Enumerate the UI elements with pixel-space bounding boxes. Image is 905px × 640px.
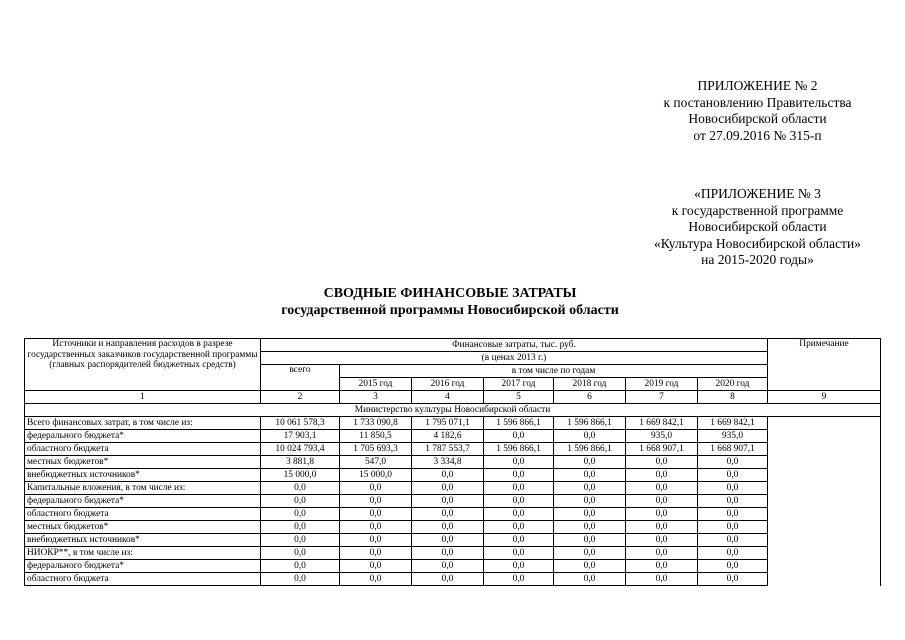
column-number: 3 — [340, 391, 412, 404]
row-value: 0,0 — [484, 482, 554, 495]
row-label: внебюджетных источников* — [25, 534, 261, 547]
row-value: 1 795 071,1 — [412, 417, 484, 430]
row-label: федерального бюджета* — [25, 430, 261, 443]
table-row — [25, 508, 881, 521]
table-body — [25, 339, 881, 586]
row-value: 0,0 — [698, 456, 768, 469]
column-number: 4 — [412, 391, 484, 404]
appendix-3-line: «Культура Новосибирской области» — [654, 235, 861, 251]
row-value: 0,0 — [626, 469, 698, 482]
column-number: 2 — [261, 391, 340, 404]
row-value: 0,0 — [340, 560, 412, 573]
row-value: 0,0 — [484, 573, 554, 586]
row-value: 0,0 — [261, 495, 340, 508]
row-value: 1 669 842,1 — [698, 417, 768, 430]
appendix-3-line: Новосибирской области — [688, 219, 827, 234]
row-value: 1 596 866,1 — [554, 417, 626, 430]
header-year: 2019 год — [626, 378, 698, 391]
row-value: 0,0 — [698, 469, 768, 482]
appendix-2-line: к постановлению Правительства — [663, 94, 852, 110]
row-label: областного бюджета — [25, 443, 261, 456]
row-value: 0,0 — [554, 456, 626, 469]
row-label: федерального бюджета* — [25, 495, 261, 508]
financial-costs-table — [24, 338, 881, 586]
header-by-years: в том числе по годам — [340, 365, 768, 378]
row-value: 0,0 — [626, 573, 698, 586]
row-label: областного бюджета — [25, 573, 261, 586]
table-row — [25, 573, 881, 586]
column-number: 8 — [698, 391, 768, 404]
table-row — [25, 495, 881, 508]
row-value: 1 669 842,1 — [626, 417, 698, 430]
table-row — [25, 430, 881, 443]
row-value: 0,0 — [412, 508, 484, 521]
column-number: 1 — [25, 391, 261, 404]
row-value: 15 000,0 — [340, 469, 412, 482]
note-cell — [768, 417, 881, 586]
table-row — [25, 534, 881, 547]
row-value: 0,0 — [412, 469, 484, 482]
row-value: 0,0 — [261, 560, 340, 573]
row-value: 0,0 — [554, 521, 626, 534]
row-label: НИОКР**, в том числе из: — [25, 547, 261, 560]
row-value: 4 182,6 — [412, 430, 484, 443]
row-value: 1 596 866,1 — [554, 443, 626, 456]
row-value: 11 850,5 — [340, 430, 412, 443]
header-year: 2020 год — [698, 378, 768, 391]
row-value: 0,0 — [698, 508, 768, 521]
row-value: 0,0 — [484, 430, 554, 443]
row-value: 0,0 — [698, 521, 768, 534]
appendix-2-line: ПРИЛОЖЕНИЕ № 2 — [697, 78, 818, 93]
column-numbers-row — [25, 391, 881, 404]
appendix-2-line: Новосибирской области — [688, 111, 827, 126]
row-value: 0,0 — [554, 430, 626, 443]
header-year: 2015 год — [340, 378, 412, 391]
row-value: 0,0 — [554, 508, 626, 521]
row-value: 0,0 — [412, 560, 484, 573]
column-number: 5 — [484, 391, 554, 404]
row-label: Всего финансовых затрат, в том числе из: — [25, 417, 261, 430]
row-label: местных бюджетов* — [25, 456, 261, 469]
row-value: 1 705 693,3 — [340, 443, 412, 456]
row-value: 0,0 — [412, 547, 484, 560]
row-value: 0,0 — [626, 456, 698, 469]
column-number: 9 — [768, 391, 881, 404]
row-value: 0,0 — [698, 534, 768, 547]
document-title-line-1: СВОДНЫЕ ФИНАНСОВЫЕ ЗАТРАТЫ — [323, 286, 577, 301]
table-row — [25, 469, 881, 482]
row-value: 0,0 — [484, 521, 554, 534]
row-label: федерального бюджета* — [25, 560, 261, 573]
column-number: 6 — [554, 391, 626, 404]
row-value: 3 334,8 — [412, 456, 484, 469]
row-value: 0,0 — [340, 521, 412, 534]
row-value: 0,0 — [554, 495, 626, 508]
header-sources-cell: Источники и направления расходов в разрезе государственных заказчиков государственной программы (главных распорядителей бюджетных средств) — [25, 339, 261, 391]
row-value: 0,0 — [554, 534, 626, 547]
row-value: 10 024 793,4 — [261, 443, 340, 456]
row-value: 0,0 — [698, 573, 768, 586]
header-year: 2018 год — [554, 378, 626, 391]
row-value: 0,0 — [340, 534, 412, 547]
row-value: 0,0 — [484, 534, 554, 547]
row-value: 0,0 — [261, 482, 340, 495]
column-number: 7 — [626, 391, 698, 404]
row-value: 0,0 — [340, 508, 412, 521]
row-value: 0,0 — [261, 573, 340, 586]
header-year: 2017 год — [484, 378, 554, 391]
row-value: 17 903,1 — [261, 430, 340, 443]
table-row — [25, 417, 881, 430]
document-title-line-2: государственной программы Новосибирской области — [281, 303, 619, 318]
row-value: 1 596 866,1 — [484, 417, 554, 430]
header-row-1 — [25, 339, 881, 352]
row-value: 0,0 — [412, 521, 484, 534]
row-value: 0,0 — [484, 469, 554, 482]
row-value: 0,0 — [412, 573, 484, 586]
row-value: 0,0 — [626, 482, 698, 495]
row-value: 0,0 — [554, 482, 626, 495]
row-value: 0,0 — [554, 573, 626, 586]
appendix-2-line: от 27.09.2016 № 315-п — [693, 127, 822, 143]
row-value: 0,0 — [261, 547, 340, 560]
appendix-2-header — [640, 78, 875, 144]
row-value: 0,0 — [340, 573, 412, 586]
row-value: 0,0 — [412, 534, 484, 547]
row-value: 0,0 — [412, 495, 484, 508]
row-value: 0,0 — [554, 547, 626, 560]
row-value: 0,0 — [626, 508, 698, 521]
table-row — [25, 456, 881, 469]
table-row — [25, 547, 881, 560]
appendix-3-header — [620, 186, 895, 269]
row-value: 1 668 907,1 — [698, 443, 768, 456]
row-label: внебюджетных источников* — [25, 469, 261, 482]
row-value: 1 668 907,1 — [626, 443, 698, 456]
row-label: областного бюджета — [25, 508, 261, 521]
header-note: Примечание — [768, 339, 881, 391]
row-value: 0,0 — [484, 560, 554, 573]
row-value: 0,0 — [698, 547, 768, 560]
document-title — [150, 285, 750, 319]
row-value: 0,0 — [340, 495, 412, 508]
row-value: 0,0 — [698, 482, 768, 495]
row-value: 0,0 — [698, 495, 768, 508]
row-value: 0,0 — [554, 469, 626, 482]
row-value: 0,0 — [484, 508, 554, 521]
header-total: всего — [261, 365, 340, 391]
table-row — [25, 521, 881, 534]
row-value: 0,0 — [554, 560, 626, 573]
row-value: 0,0 — [484, 456, 554, 469]
row-value: 935,0 — [698, 430, 768, 443]
row-value: 0,0 — [698, 560, 768, 573]
header-price-basis: (в ценах 2013 г.) — [261, 352, 768, 365]
row-value: 0,0 — [626, 495, 698, 508]
row-value: 1 596 866,1 — [484, 443, 554, 456]
row-value: 0,0 — [340, 482, 412, 495]
header-financial-costs: Финансовые затраты, тыс. руб. — [261, 339, 768, 352]
row-value: 0,0 — [484, 547, 554, 560]
table-row — [25, 482, 881, 495]
appendix-3-line: на 2015-2020 годы» — [701, 252, 814, 267]
row-value: 935,0 — [626, 430, 698, 443]
row-label: местных бюджетов* — [25, 521, 261, 534]
row-value: 0,0 — [484, 495, 554, 508]
appendix-3-line: к государственной программе — [671, 202, 844, 218]
section-row — [25, 404, 881, 417]
row-value: 0,0 — [626, 560, 698, 573]
header-year: 2016 год — [412, 378, 484, 391]
row-value: 15 000,0 — [261, 469, 340, 482]
row-value: 0,0 — [261, 508, 340, 521]
row-value: 3 881,8 — [261, 456, 340, 469]
section-ministry: Министерство культуры Новосибирской области — [25, 404, 881, 417]
row-value: 0,0 — [412, 482, 484, 495]
table-row — [25, 560, 881, 573]
row-value: 0,0 — [626, 547, 698, 560]
appendix-3-line: «ПРИЛОЖЕНИЕ № 3 — [694, 186, 821, 201]
row-value: 0,0 — [261, 521, 340, 534]
row-value: 0,0 — [261, 534, 340, 547]
row-value: 10 061 578,3 — [261, 417, 340, 430]
row-value: 0,0 — [340, 547, 412, 560]
row-value: 1 733 090,8 — [340, 417, 412, 430]
row-value: 0,0 — [626, 521, 698, 534]
row-value: 0,0 — [626, 534, 698, 547]
row-value: 1 787 553,7 — [412, 443, 484, 456]
table-row — [25, 443, 881, 456]
row-label: Капитальные вложения, в том числе из: — [25, 482, 261, 495]
row-value: 547,0 — [340, 456, 412, 469]
